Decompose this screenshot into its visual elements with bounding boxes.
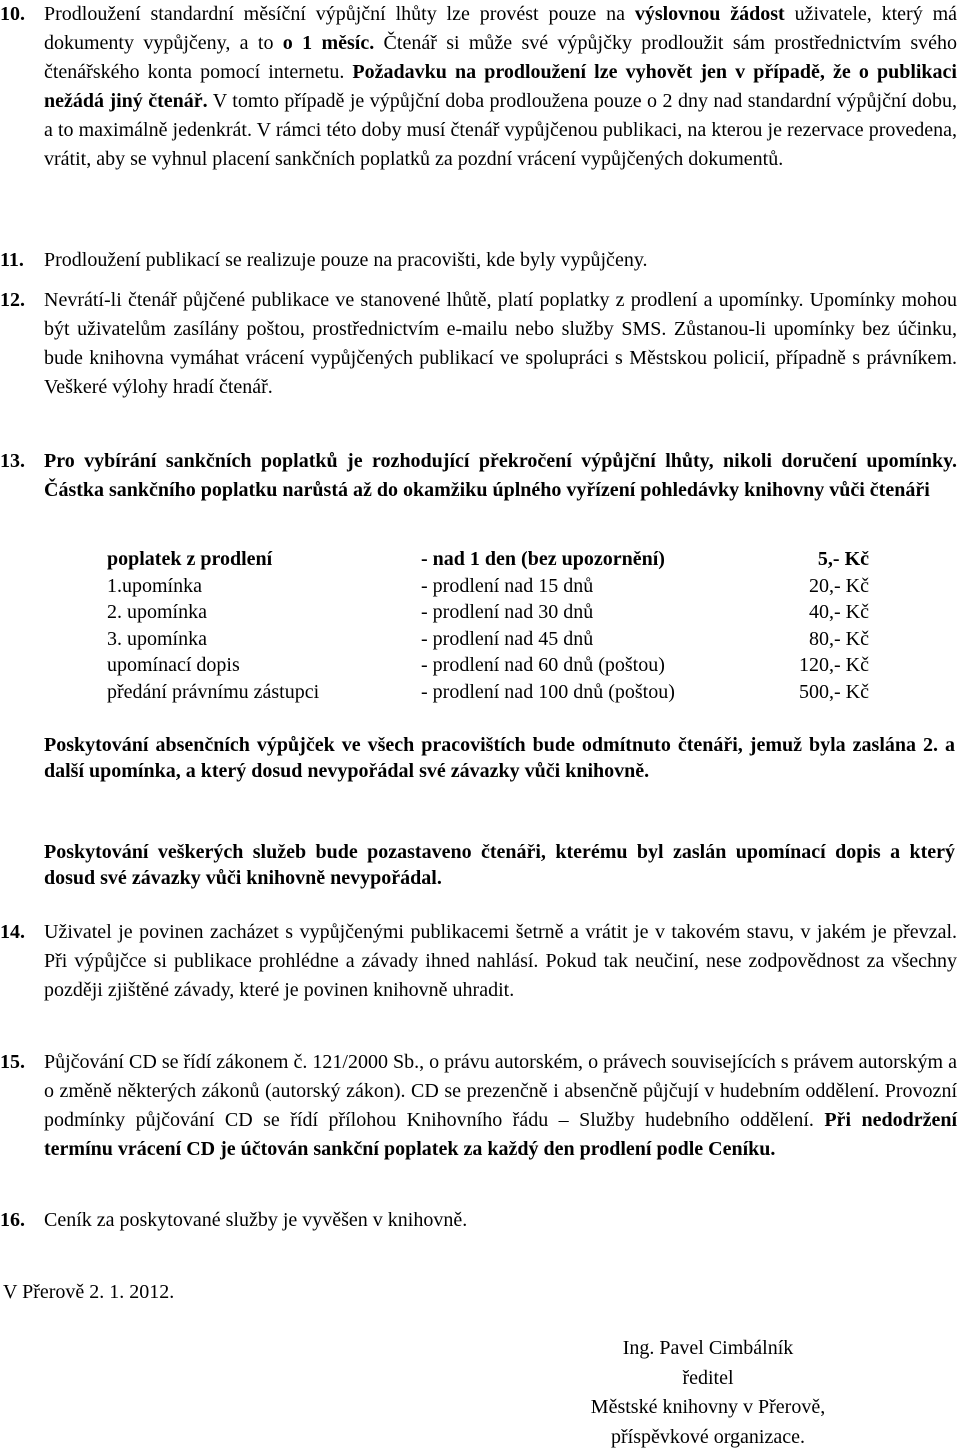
fee-name: 1.upomínka [107,574,202,597]
section-number: 13. [0,450,25,472]
fee-row [107,679,869,706]
section-text: Prodloužení publikací se realizuje pouze na pracovišti, kde byly vypůjčeny. [44,249,648,271]
signatory-role: ředitel [682,1366,734,1389]
text-run: V tomto případě je výpůjční doba prodloužena pouze o 2 dny nad standardní výpůjční dobu, a to maximálně jedenkrát. V rámci této doby musí čtenář vypůjčenou publikaci, na kterou je rezervace provedena, vrátit, aby se vyhnul placení sankčních poplatků za pozdní vrácení vypůjčených dokumentů. [44,90,957,170]
text-run: Čtenář si může své výpůjčky prodloužit sám prostřednictvím svého čtenářského konta pomocí internetu. [44,32,958,83]
date-line: V Přerově 2. 1. 2012. [3,1281,175,1303]
section-11 [0,246,957,275]
text-run-bold: výslovnou žádost [634,3,785,25]
fee-row [107,599,869,626]
fee-row [107,626,869,653]
section-15 [0,1048,957,1164]
fee-table [107,546,869,705]
fee-row [107,573,869,600]
text-run-bold: o 1 měsíc. [282,32,375,54]
fee-name: 3. upomínka [107,627,207,650]
fee-name: upomínací dopis [107,654,240,676]
signatory-org: Městské knihovny v Přerově, [590,1396,826,1418]
section-number: 14. [0,921,25,943]
section-text: Nevrátí-li čtenář půjčené publikace ve stanovené lhůtě, platí poplatky z prodlení a upomínky. Upomínky mohou být uživatelům zasílány poštou, prostřednictvím e-mailu nebo služby SMS. Zůstanou-li upomínky bez účinku, bude knihovna vymáhat vrácení vypůjčených publikací ve spolupráci s Městskou policií, případně s právníkem. Veškeré výlohy hradí čtenář. [44,289,957,398]
fee-condition: - prodlení nad 15 dnů [421,574,594,597]
text-run: Půjčování CD se řídí zákonem č. 121/2000 Sb., o právu autorském, o právech souvisejících s právem autorským a o změně některých zákonů (autorský zákon). CD se prezenčně i absenčně půjčují v hudebním oddělení. Provozní podmínky půjčování CD se řídí přílohou Knihovního řádu – Služby hudebního oddělení. [44,1051,957,1131]
signatory-org-type: příspěvkové organizace. [611,1425,805,1448]
section-16 [0,1206,957,1235]
section-text [44,0,957,174]
text-run-bold: Požadavku na prodloužení lze vyhovět jen v případě, že o publikaci nežádá jiný čtenář. [44,61,957,112]
signature-block [530,1334,886,1452]
text-run: Prodloužení standardní měsíční výpůjční lhůty lze provést pouze na [44,3,635,25]
notice-services-suspended: Poskytování veškerých služeb bude pozastaveno čtenáři, kterému byl zaslán upomínací dopis a který dosud své závazky vůči knihovně nevypořádal. [44,841,955,889]
section-10 [0,0,957,174]
fee-name: předání právnímu zástupci [107,680,320,703]
section-text [44,1048,957,1164]
section-text: Uživatel je povinen zacházet s vypůjčenými publikacemi šetrně a vrátit je v takovém stavu, v jakém je převzal. Při výpůjčce si publikace prohlédne a závady ihned nahlásí. Pokud tak neučiní, nese zodpovědnost za všechny později zjištěné závady, které je povinen knihovně uhradit. [44,921,957,1001]
section-text: Ceník za poskytované služby je vyvěšen v knihovně. [44,1209,468,1231]
fee-amount: 80,- Kč [809,627,869,650]
section-number: 11. [0,249,24,271]
section-number: 15. [0,1051,25,1073]
fee-row [107,652,869,679]
text-run-bold: Při nedodržení termínu vrácení CD je účtován sankční poplatek za každý den prodlení podle Ceníku. [44,1109,958,1160]
fee-amount: 500,- Kč [799,680,869,703]
section-text: Pro vybírání sankčních poplatků je rozhodující překročení výpůjční lhůty, nikoli doručení upomínky. Částka sankčního poplatku narůstá až do okamžiku úplného vyřízení pohledávky knihovny vůči čtenáři [44,450,957,501]
notice-absence-loans: Poskytování absenčních výpůjček ve všech pracovištích bude odmítnuto čtenáři, jemuž byla zaslána 2. a další upomínka, a který dosud nevypořádal své závazky vůči knihovně. [44,734,955,782]
fee-name: 2. upomínka [107,601,207,623]
fee-amount: 120,- Kč [799,654,869,676]
fee-condition: - nad 1 den (bez upozornění) [421,548,665,570]
text-run: uživatele, který má dokumenty vypůjčeny, a to [44,3,957,54]
section-14 [0,918,957,1005]
section-number: 16. [0,1209,25,1231]
section-12 [0,286,957,402]
section-number: 12. [0,289,25,311]
fee-condition: - prodlení nad 45 dnů [421,627,594,650]
fee-condition: - prodlení nad 100 dnů (poštou) [421,680,675,703]
fee-name: poplatek z prodlení [107,548,273,570]
fee-row [107,546,869,573]
section-13 [0,447,957,505]
section-number: 10. [0,3,25,25]
fee-condition: - prodlení nad 60 dnů (poštou) [421,654,665,676]
fee-amount: 40,- Kč [809,601,869,623]
fee-amount: 5,- Kč [817,548,869,570]
fee-condition: - prodlení nad 30 dnů [421,601,594,623]
fee-amount: 20,- Kč [809,574,869,597]
signatory-name: Ing. Pavel Cimbálník [622,1337,794,1359]
